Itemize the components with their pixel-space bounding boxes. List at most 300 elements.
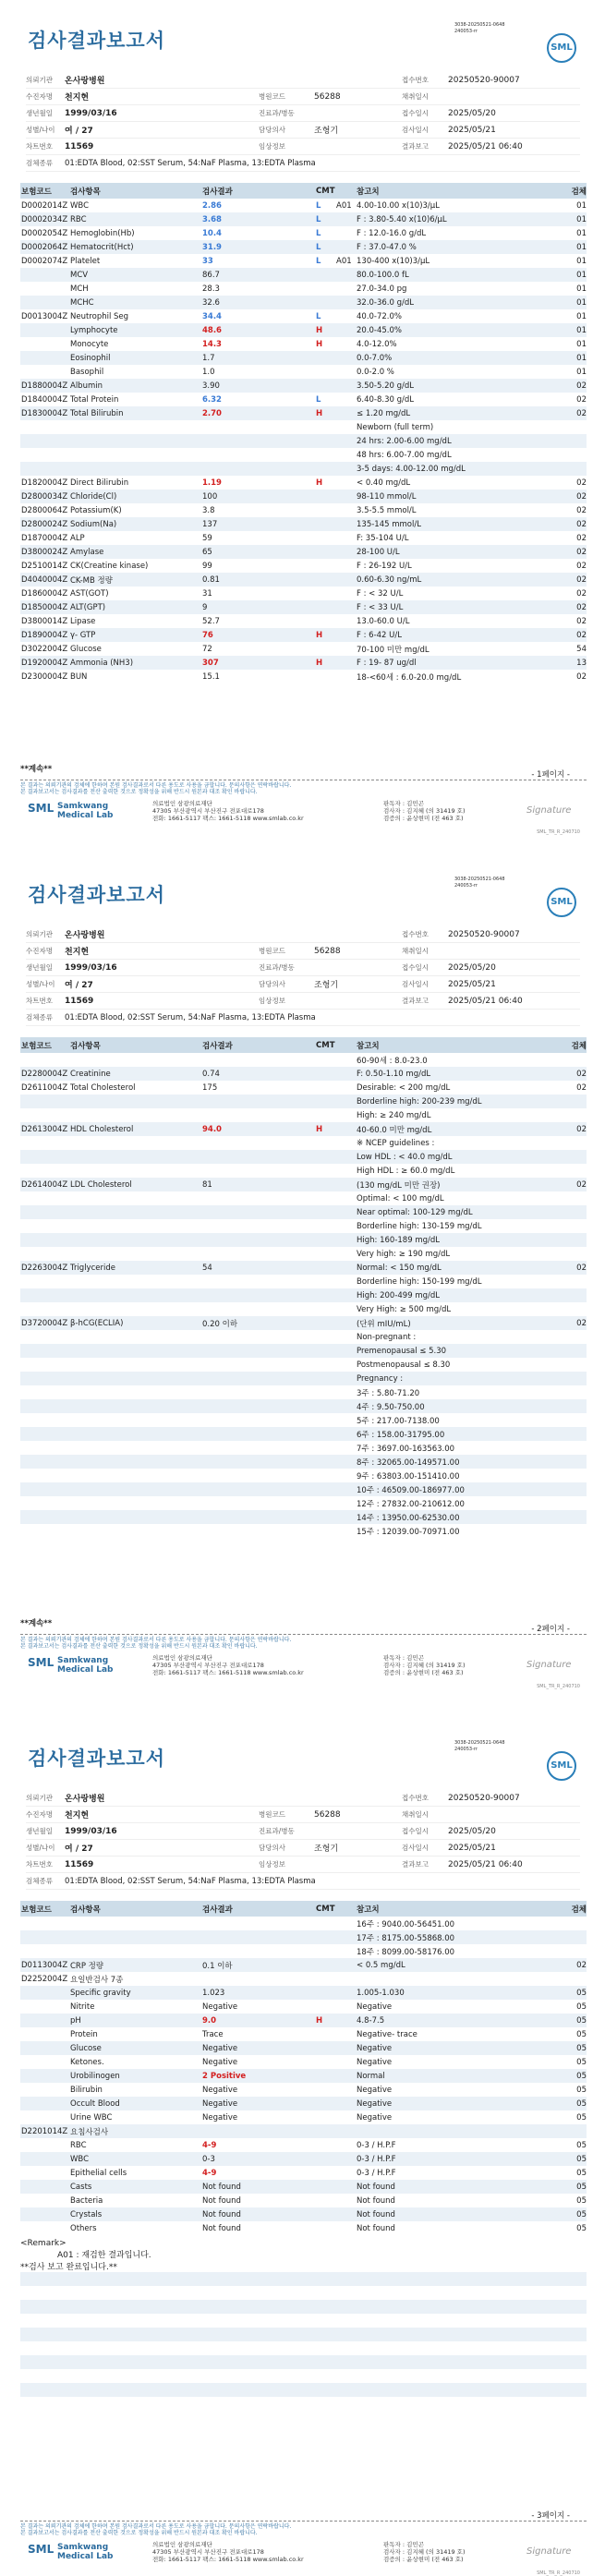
reference-range: < 0.5 mg/dL xyxy=(357,1960,405,1970)
report-page xyxy=(0,1727,605,2576)
header-value: 조형기 xyxy=(314,127,339,136)
reference-range: 18-<60세 : 6.0-20.0 mg/dL xyxy=(357,672,462,683)
reference-range: 27.0-34.0 pg xyxy=(357,284,407,294)
table-row xyxy=(20,1316,587,1330)
specimen-code: 01 xyxy=(576,214,587,224)
test-name: MCH xyxy=(70,284,89,294)
table-header xyxy=(20,1901,587,1917)
header-value: 2025/05/21 xyxy=(448,125,496,135)
specimen-code: 05 xyxy=(576,1988,587,1998)
header-value: 2025/05/21 xyxy=(448,1843,496,1853)
specimen-code: 01 xyxy=(576,270,587,280)
test-result: 4-9 xyxy=(202,2168,217,2178)
flag: L xyxy=(316,242,321,252)
table-row xyxy=(20,1150,587,1164)
form-version: SML_TR_R_240710 xyxy=(537,1684,580,1689)
table-row xyxy=(20,1972,587,1986)
header-label: 성별/나이 xyxy=(26,1844,55,1852)
reference-range: High: 160-189 mg/dL xyxy=(357,1235,440,1245)
reference-range: 4.8-7.5 xyxy=(357,2015,385,2026)
header-value: 2025/05/21 06:40 xyxy=(448,141,523,151)
reference-range: Premenopausal ≤ 5.30 xyxy=(357,1346,447,1356)
header-value: 11569 xyxy=(65,1859,94,1869)
table-row xyxy=(20,309,587,323)
table-row xyxy=(20,1372,587,1385)
reference-range: 0.0-2.0 % xyxy=(357,367,394,377)
flag: L xyxy=(316,200,321,211)
table-row xyxy=(20,2097,587,2110)
table-row xyxy=(20,2124,587,2138)
specimen-code: 05 xyxy=(576,2112,587,2122)
test-result: 14.3 xyxy=(202,339,222,349)
test-result: 31 xyxy=(202,588,212,599)
table-row xyxy=(20,1413,587,1427)
lab-name-2: Medical Lab xyxy=(57,811,114,820)
specimen-value: 01:EDTA Blood, 02:SST Serum, 54:NaF Plasma, 13:EDTA Plasma xyxy=(65,1876,316,1886)
header-label: 접수일시 xyxy=(402,1827,429,1835)
reference-range: 98-110 mmol/L xyxy=(357,491,417,502)
table-row xyxy=(20,2055,587,2069)
blank-row xyxy=(20,2314,587,2328)
flag: H xyxy=(316,1124,323,1134)
table-row xyxy=(20,1930,587,1944)
test-name: Chloride(Cl) xyxy=(70,491,117,502)
test-name: Epithelial cells xyxy=(70,2168,127,2178)
reference-range: F : < 32 U/L xyxy=(357,588,404,599)
header-row xyxy=(26,105,580,122)
header-label: 담당의사 xyxy=(259,980,285,988)
reference-range: F : 6-42 U/L xyxy=(357,630,402,640)
test-name: Monocyte xyxy=(70,339,109,349)
insurance-code: D2280004Z xyxy=(21,1069,68,1079)
specimen-code: 02 xyxy=(576,1179,587,1190)
signer-line: 판독자 : 김민곤 xyxy=(383,2541,424,2548)
specimen-code: 05 xyxy=(576,2029,587,2039)
header-value: 1999/03/16 xyxy=(65,1826,117,1836)
header-label: 의뢰기관 xyxy=(26,76,53,84)
reference-range: F : 19- 87 ug/dl xyxy=(357,658,417,668)
reference-range: 48 hrs: 6.00-7.00 mg/dL xyxy=(357,450,452,460)
report-page xyxy=(0,864,605,1695)
lab-name-2: Medical Lab xyxy=(57,2552,114,2561)
barcode-text xyxy=(454,877,505,889)
insurance-code: D2201014Z xyxy=(21,2126,68,2136)
specimen-code: 02 xyxy=(576,1318,587,1328)
test-result: Negative xyxy=(202,2085,238,2095)
reference-range: 13.0-60.0 U/L xyxy=(357,616,410,626)
test-result: 3.68 xyxy=(202,214,222,224)
test-name: Sodium(Na) xyxy=(70,519,117,529)
header-label: 진료과/병동 xyxy=(259,963,295,972)
header-value: 여 / 27 xyxy=(65,127,93,136)
test-name: β-hCG(ECLIA) xyxy=(70,1318,124,1328)
test-result: 0.81 xyxy=(202,574,220,585)
header-label: 결과보고 xyxy=(402,1860,429,1869)
header-row xyxy=(26,1823,580,1840)
table-row xyxy=(20,2166,587,2180)
flag: H xyxy=(316,658,323,668)
header-row xyxy=(26,960,580,976)
table-row xyxy=(20,1219,587,1233)
specimen-code: 01 xyxy=(576,297,587,308)
lab-address xyxy=(152,2541,304,2563)
reference-range: High: 200-499 mg/dL xyxy=(357,1290,440,1300)
table-row xyxy=(20,2221,587,2235)
reference-range: 15주 : 12039.00-70971.00 xyxy=(357,1527,460,1537)
test-result: 100 xyxy=(202,491,218,502)
notice-line: 본 결과는 의뢰기관의 검체에 한하며 본원 검사결과로서 다른 용도로 사용을 금합니다. 문의사항은 연락바랍니다. xyxy=(20,782,292,789)
test-name: Casts xyxy=(70,2182,92,2192)
header-value: 2025/05/20 xyxy=(448,1826,496,1836)
table-row xyxy=(20,1358,587,1372)
test-name: RBC xyxy=(70,214,87,224)
table-row xyxy=(20,2152,587,2166)
column-header: CMT xyxy=(316,1904,335,1914)
header-label: 병원코드 xyxy=(259,1810,285,1819)
table-row xyxy=(20,1385,587,1399)
insurance-code: D2613004Z xyxy=(21,1124,68,1134)
reference-range: 24 hrs: 2.00-6.00 mg/dL xyxy=(357,436,452,446)
header-label: 병원코드 xyxy=(259,947,285,955)
reference-range: Optimal: < 100 mg/dL xyxy=(357,1193,444,1203)
reference-range: Pregnancy : xyxy=(357,1373,404,1384)
specimen-row xyxy=(26,1010,580,1026)
insurance-code: D2300004Z xyxy=(21,671,68,682)
column-header: 참고치 xyxy=(357,187,380,197)
reference-range: (단위 mIU/mL) xyxy=(357,1319,411,1329)
insurance-code: D1870004Z xyxy=(21,533,68,543)
address-line: 전화: 1661-5117 팩스: 1661-5118 www.smlab.co.kr xyxy=(152,2556,304,2563)
reference-range: High HDL : ≥ 60.0 mg/dL xyxy=(357,1166,455,1176)
test-result: 28.3 xyxy=(202,284,220,294)
reference-range: Negative xyxy=(357,2085,393,2095)
specimen-code: 01 xyxy=(576,325,587,335)
reference-range: 3.5-5.5 mmol/L xyxy=(357,505,417,515)
signers xyxy=(383,1654,466,1676)
form-version: SML_TR_R_240710 xyxy=(537,829,580,835)
notice-line: 본 결과보고서는 검사결과를 전산 출력한 것으로 정확성을 위해 반드시 원본과 대조 확인 바랍니다. xyxy=(20,2530,258,2536)
header-label: 성별/나이 xyxy=(26,980,55,988)
test-name: Others xyxy=(70,2223,97,2233)
reference-range: 20.0-45.0% xyxy=(357,325,402,335)
header-row xyxy=(26,976,580,993)
table-row xyxy=(20,2014,587,2027)
specimen-code: 02 xyxy=(576,574,587,585)
test-result: 94.0 xyxy=(202,1124,222,1134)
specimen-code: 01 xyxy=(576,256,587,266)
header-label: 임상정보 xyxy=(259,997,285,1005)
header-label: 수진자명 xyxy=(26,1810,53,1819)
address-line: 의료법인 삼광의료재단 xyxy=(152,1654,212,1662)
reference-range: Negative xyxy=(357,2002,393,2012)
header-label: 결과보고 xyxy=(402,997,429,1005)
continued-note: **계속** xyxy=(20,1619,53,1628)
header-label: 접수번호 xyxy=(402,1794,429,1802)
test-name: Neutrophil Seg xyxy=(70,311,129,321)
blank-row xyxy=(20,2355,587,2369)
reference-range: F : 3.80-5.40 x(10)6/μL xyxy=(357,214,447,224)
specimen-code: 01 xyxy=(576,367,587,377)
test-name: Basophil xyxy=(70,367,104,377)
specimen-code: 05 xyxy=(576,2002,587,2012)
specimen-code: 02 xyxy=(576,491,587,502)
blank-row xyxy=(20,2383,587,2397)
test-result: 3.8 xyxy=(202,505,215,515)
header-value: 56288 xyxy=(314,91,341,102)
test-name: CK-MB 정량 xyxy=(70,575,113,586)
specimen-value: 01:EDTA Blood, 02:SST Serum, 54:NaF Plasma, 13:EDTA Plasma xyxy=(65,158,316,168)
address-line: 의료법인 삼광의료재단 xyxy=(152,800,212,807)
flag: H xyxy=(316,630,323,640)
test-result: 1.19 xyxy=(202,478,222,488)
header-row xyxy=(26,943,580,960)
test-result: Not found xyxy=(202,2209,241,2219)
test-name: Amylase xyxy=(70,547,104,557)
blank-row xyxy=(20,2286,587,2300)
header-label: 수진자명 xyxy=(26,947,53,955)
header-value: 천지현 xyxy=(65,1811,90,1820)
table-row xyxy=(20,379,587,393)
table-row xyxy=(20,1455,587,1469)
sml-logo: SML xyxy=(547,1751,576,1781)
table-row xyxy=(20,1261,587,1275)
insurance-code: D1850004Z xyxy=(21,602,68,612)
test-result: 0-3 xyxy=(202,2154,215,2164)
specimen-code: 01 xyxy=(576,311,587,321)
reference-range: 4주 : 9.50-750.00 xyxy=(357,1402,425,1412)
specimen-code: 05 xyxy=(576,2223,587,2233)
table-row xyxy=(20,1094,587,1108)
column-header: 참고치 xyxy=(357,1041,380,1051)
flag: L xyxy=(316,228,321,238)
specimen-code: 02 xyxy=(576,381,587,391)
test-name: WBC xyxy=(70,200,90,211)
table-row xyxy=(20,1302,587,1316)
test-result: 54 xyxy=(202,1263,212,1273)
notice-line: 본 결과는 의뢰기관의 검체에 한하며 본원 검사결과로서 다른 용도로 사용을 금합니다. 문의사항은 연락바랍니다. xyxy=(20,1637,292,1643)
test-name: Triglyceride xyxy=(70,1263,115,1273)
table-row xyxy=(20,1344,587,1358)
barcode-number: 3038-20250521-0648 xyxy=(454,1740,505,1746)
test-name: ALP xyxy=(70,533,85,543)
specimen-code: 02 xyxy=(576,602,587,612)
test-result: 52.7 xyxy=(202,616,220,626)
table-row xyxy=(20,573,587,587)
specimen-code: 02 xyxy=(576,533,587,543)
test-name: CK(Creatine kinase) xyxy=(70,561,149,571)
table-row xyxy=(20,2000,587,2014)
header-value: 1999/03/16 xyxy=(65,962,117,973)
reference-range: 4.0-12.0% xyxy=(357,339,397,349)
comment: A01 xyxy=(336,256,352,266)
header-value: 여 / 27 xyxy=(65,1844,93,1854)
report-title: 검사결과보고서 xyxy=(28,30,166,52)
reference-range: Postmenopausal ≤ 8.30 xyxy=(357,1360,451,1370)
specimen-code: 02 xyxy=(576,478,587,488)
barcode-sub: 240053-rr xyxy=(454,1747,478,1752)
table-row xyxy=(20,1233,587,1247)
lab-name-1: Samkwang xyxy=(57,1656,109,1665)
table-row xyxy=(20,1275,587,1288)
lab-name-1: Samkwang xyxy=(57,2543,109,2552)
table-row xyxy=(20,365,587,379)
report-title: 검사결과보고서 xyxy=(28,1748,166,1770)
test-name: WBC xyxy=(70,2154,90,2164)
reference-range: Not found xyxy=(357,2182,395,2192)
header-label: 채취일시 xyxy=(402,1810,429,1819)
test-result: 9 xyxy=(202,602,208,612)
blank-row xyxy=(20,2300,587,2314)
header-label: 성별/나이 xyxy=(26,126,55,134)
reference-range: 5주 : 217.00-7138.00 xyxy=(357,1416,440,1426)
lab-address xyxy=(152,1654,304,1676)
specimen-code: 02 xyxy=(576,408,587,418)
test-result: Negative xyxy=(202,2043,238,2053)
header-label: 채취일시 xyxy=(402,947,429,955)
table-row xyxy=(20,517,587,531)
signer-line: 검증의 : 윤상현미 (전 463 호) xyxy=(383,1669,464,1676)
patient-header xyxy=(26,926,580,1026)
page-number: - 3페이지 - xyxy=(531,2511,570,2521)
specimen-code: 05 xyxy=(576,2195,587,2206)
reference-range: Negative xyxy=(357,2057,393,2067)
header-value: 2025/05/21 06:40 xyxy=(448,996,523,1006)
comment: A01 xyxy=(336,200,352,211)
test-result: 3.90 xyxy=(202,381,220,391)
specimen-code: 05 xyxy=(576,2182,587,2192)
specimen-code: 02 xyxy=(576,1124,587,1134)
test-name: Glucose xyxy=(70,2043,102,2053)
column-header: 검체 xyxy=(571,1905,587,1915)
signature-image: Signature xyxy=(526,805,572,816)
reference-range: Not found xyxy=(357,2209,395,2219)
insurance-code: D3800024Z xyxy=(21,547,68,557)
header-row xyxy=(26,926,580,943)
reference-range: F: 0.50-1.10 mg/dL xyxy=(357,1069,431,1079)
specimen-code: 54 xyxy=(576,644,587,654)
reference-range: 0-3 / H.P.F xyxy=(357,2154,396,2164)
specimen-code: 01 xyxy=(576,284,587,294)
header-label: 채취일시 xyxy=(402,92,429,101)
test-result: 0.1 이하 xyxy=(202,1961,233,1971)
insurance-code: D0013004Z xyxy=(21,311,68,321)
table-row xyxy=(20,1247,587,1261)
insurance-code: D2800024Z xyxy=(21,519,68,529)
page-number: - 1페이지 - xyxy=(531,770,570,780)
insurance-code: D1880004Z xyxy=(21,381,68,391)
test-name: Total Cholesterol xyxy=(70,1082,136,1093)
table-row xyxy=(20,559,587,573)
table-row xyxy=(20,1178,587,1191)
header-label: 수진자명 xyxy=(26,92,53,101)
specimen-code: 02 xyxy=(576,1082,587,1093)
test-result: Negative xyxy=(202,2098,238,2109)
test-name: 요일반검사 7종 xyxy=(70,1975,124,1985)
test-result: 32.6 xyxy=(202,297,220,308)
reference-range: F : < 33 U/L xyxy=(357,602,404,612)
table-row xyxy=(20,296,587,309)
test-name: Bilirubin xyxy=(70,2085,103,2095)
reference-range: 28-100 U/L xyxy=(357,547,400,557)
barcode-text xyxy=(454,1740,505,1753)
reference-range: 0-3 / H.P.F xyxy=(357,2140,396,2150)
specimen-code: 02 xyxy=(576,588,587,599)
table-row xyxy=(20,1399,587,1413)
form-version: SML_TR_R_240710 xyxy=(537,2570,580,2576)
test-name: γ- GTP xyxy=(70,630,96,640)
test-name: Occult Blood xyxy=(70,2098,120,2109)
header-value: 온사랑병원 xyxy=(65,1795,105,1804)
table-row xyxy=(20,1191,587,1205)
reference-range: 16주 : 9040.00-56451.00 xyxy=(357,1919,455,1929)
table-row xyxy=(20,628,587,642)
header-label: 검사일시 xyxy=(402,1844,429,1852)
flag: H xyxy=(316,339,323,349)
flag: H xyxy=(316,408,323,418)
insurance-code: D0113004Z xyxy=(21,1960,68,1970)
specimen-code: 02 xyxy=(576,630,587,640)
specimen-code: 05 xyxy=(576,2071,587,2081)
test-result: 175 xyxy=(202,1082,218,1093)
test-result: 1.0 xyxy=(202,367,215,377)
table-row xyxy=(20,1427,587,1441)
table-row xyxy=(20,406,587,420)
table-row xyxy=(20,587,587,600)
insurance-code: D3800014Z xyxy=(21,616,68,626)
reference-range: 70-100 미만 mg/dL xyxy=(357,645,430,655)
test-result: 59 xyxy=(202,533,212,543)
reference-range: F: 35-104 U/L xyxy=(357,533,409,543)
table-row xyxy=(20,1081,587,1094)
table-row xyxy=(20,1122,587,1136)
column-header: 검체 xyxy=(571,1041,587,1051)
test-name: Total Protein xyxy=(70,394,119,405)
reference-range: 3-5 days: 4.00-12.00 mg/dL xyxy=(357,464,466,474)
table-row xyxy=(20,2069,587,2083)
test-result: Not found xyxy=(202,2195,241,2206)
test-name: Eosinophil xyxy=(70,353,111,363)
specimen-row xyxy=(26,155,580,172)
lab-name-2: Medical Lab xyxy=(57,1665,114,1675)
table-row xyxy=(20,2041,587,2055)
report-end: **검사 보고 완료입니다.** xyxy=(20,2263,117,2272)
test-result: Negative xyxy=(202,2112,238,2122)
insurance-code: D0002014Z xyxy=(21,200,68,211)
address-line: 47305 부산광역시 부산진구 전포대로178 xyxy=(152,807,264,815)
reference-range: 0.60-6.30 ng/mL xyxy=(357,574,422,585)
lab-footer xyxy=(28,2539,582,2576)
reference-range: Borderline high: 150-199 mg/dL xyxy=(357,1276,482,1287)
test-name: LDL Cholesterol xyxy=(70,1179,132,1190)
header-row xyxy=(26,139,580,155)
header-row xyxy=(26,993,580,1010)
header-value: 2025/05/20 xyxy=(448,108,496,118)
column-header: 보험코드 xyxy=(21,187,52,197)
test-name: Lipase xyxy=(70,616,96,626)
reference-range: 32.0-36.0 g/dL xyxy=(357,297,415,308)
barcode-sub: 240053-rr xyxy=(454,883,478,889)
reference-range: Borderline high: 200-239 mg/dL xyxy=(357,1096,482,1107)
header-value: 1999/03/16 xyxy=(65,108,117,118)
reference-range: F : 12.0-16.0 g/dL xyxy=(357,228,427,238)
test-result: Negative xyxy=(202,2057,238,2067)
specimen-code: 05 xyxy=(576,2154,587,2164)
header-label: 접수일시 xyxy=(402,109,429,117)
table-row xyxy=(20,2110,587,2124)
header-value: 조형기 xyxy=(314,981,339,990)
insurance-code: D1860004Z xyxy=(21,588,68,599)
table-row xyxy=(20,642,587,656)
